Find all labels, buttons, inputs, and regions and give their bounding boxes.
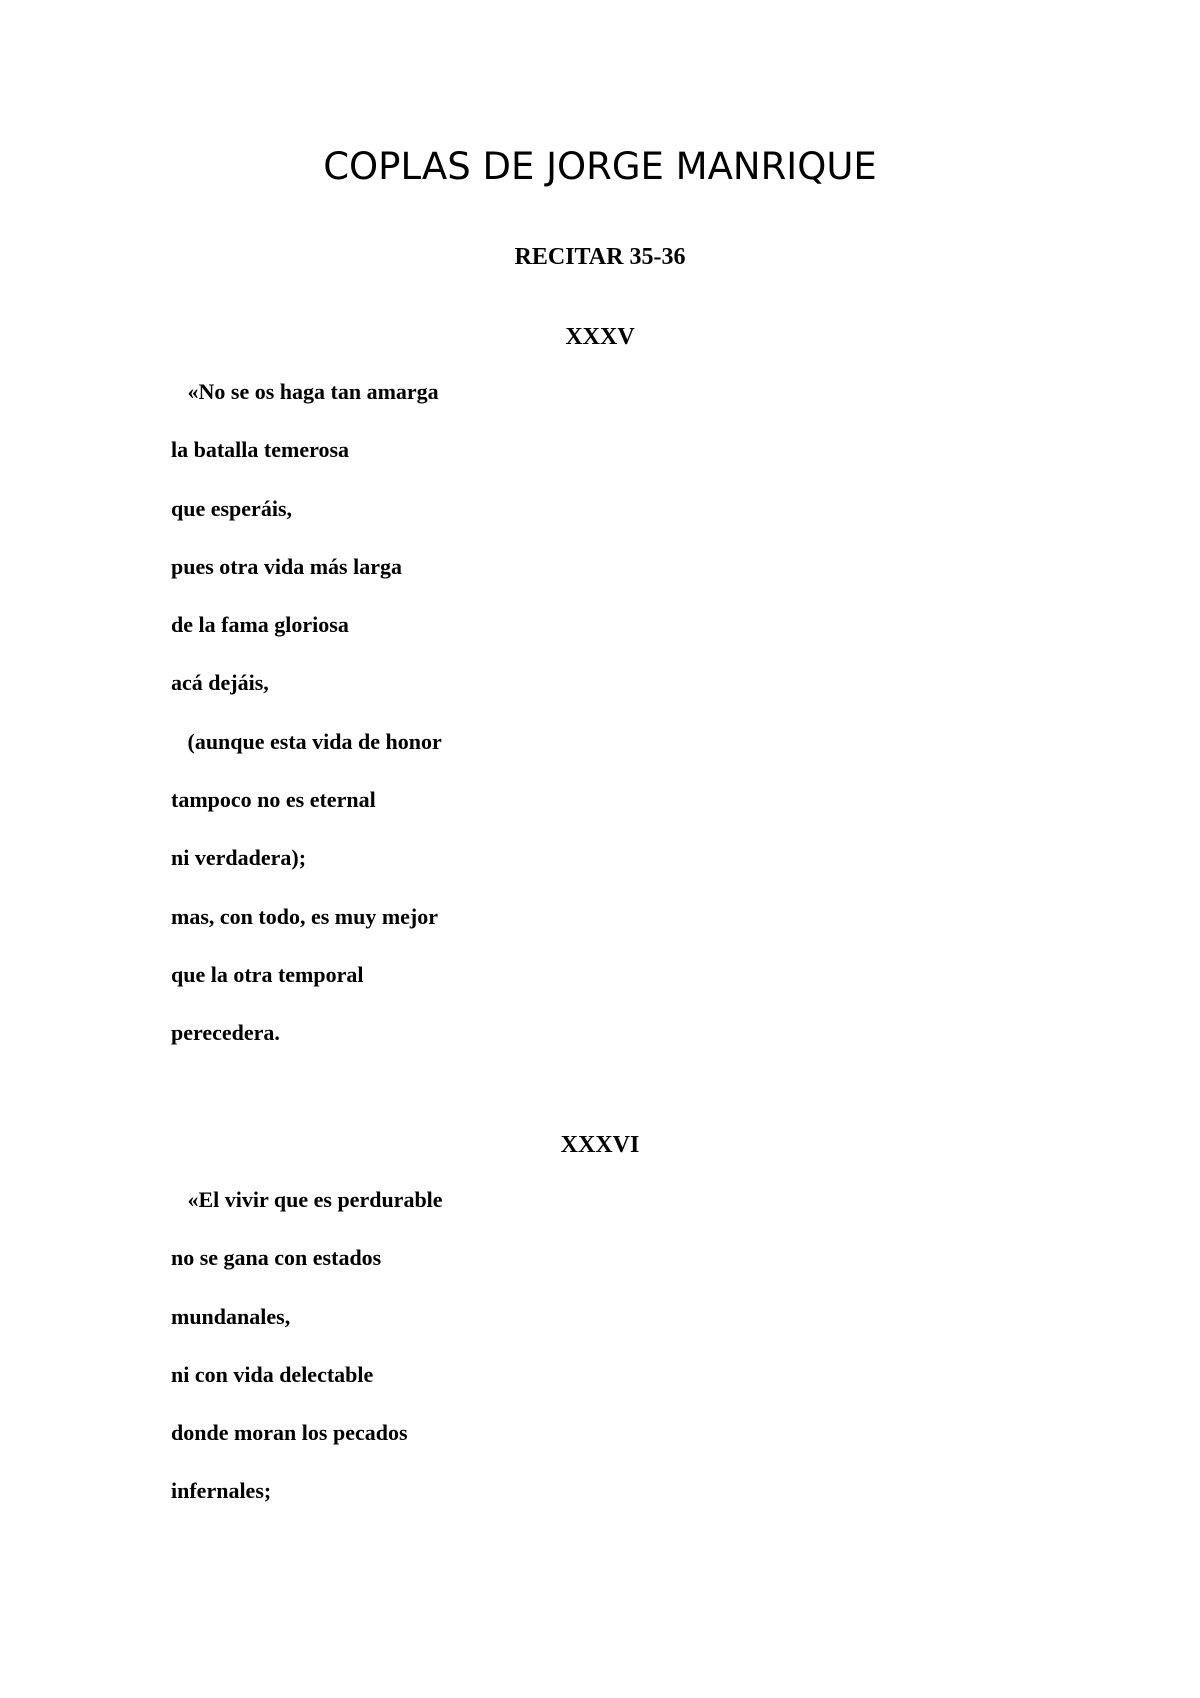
stanza-heading: XXXVI bbox=[560, 1132, 640, 1158]
verse-line: que esperáis, bbox=[171, 495, 292, 521]
page-title: COPLAS DE JORGE MANRIQUE bbox=[323, 145, 877, 188]
verse-line: ni con vida delectable bbox=[171, 1361, 374, 1387]
verse-line: «No se os haga tan amarga bbox=[171, 379, 439, 404]
verse-line: no se gana con estados bbox=[171, 1245, 382, 1271]
verse-lines bbox=[171, 1185, 443, 1535]
verse-lines bbox=[171, 377, 442, 1077]
verse-line: «El vivir que es perdurable bbox=[171, 1187, 443, 1212]
verse-line: (aunque esta vida de honor bbox=[171, 728, 442, 754]
verse-line: infernales; bbox=[171, 1478, 272, 1504]
verse-line: perecedera. bbox=[171, 1020, 280, 1046]
stanza-heading: XXXV bbox=[565, 324, 635, 350]
verse-line: la batalla temerosa bbox=[171, 437, 350, 463]
verse-line: acá dejáis, bbox=[171, 670, 269, 696]
verse-line: mundanales, bbox=[171, 1303, 291, 1329]
subtitle: RECITAR 35-36 bbox=[514, 244, 686, 270]
verse-line: que la otra temporal bbox=[171, 961, 364, 987]
verse-line: donde moran los pecados bbox=[171, 1420, 408, 1446]
verse-line: ni verdadera); bbox=[171, 845, 307, 871]
verse-line: mas, con todo, es muy mejor bbox=[171, 903, 439, 929]
verse-line: pues otra vida más larga bbox=[171, 553, 402, 579]
verse-line: de la fama gloriosa bbox=[171, 612, 349, 638]
verse-line: tampoco no es eternal bbox=[171, 787, 376, 813]
